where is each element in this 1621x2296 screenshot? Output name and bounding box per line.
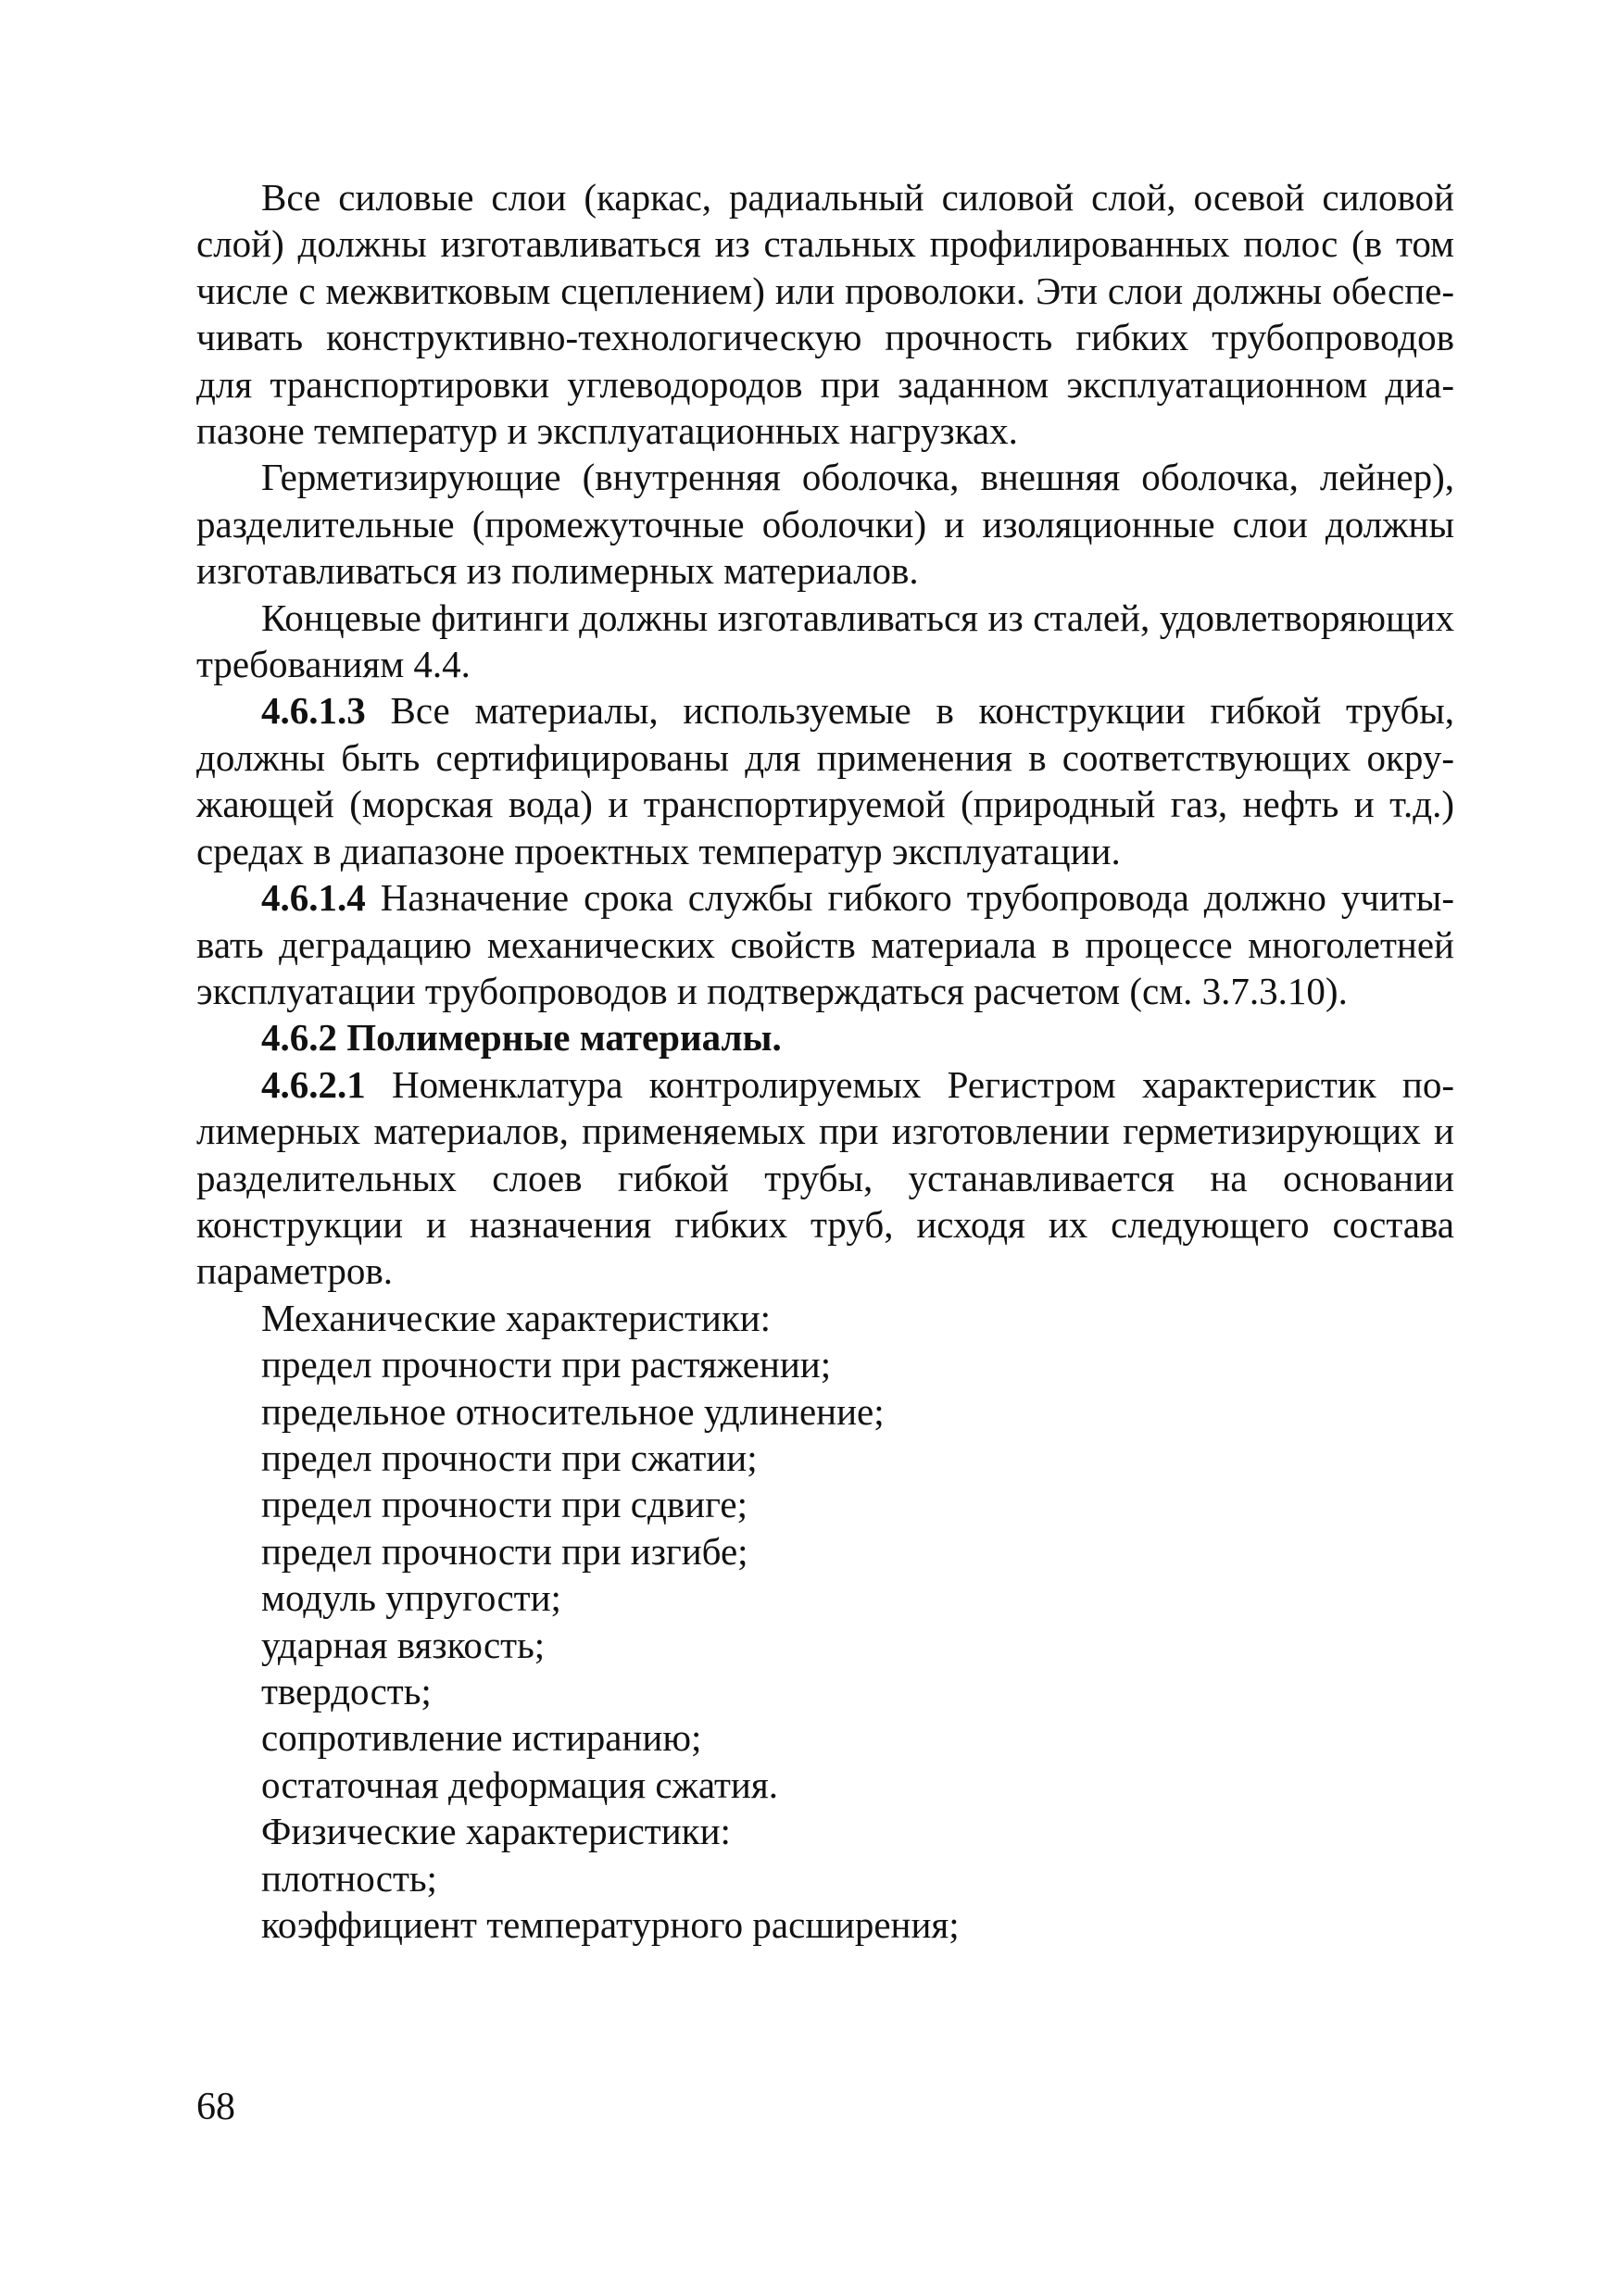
paragraph-sealing-layers (196, 454, 1454, 594)
paragraph-end-fittings (196, 595, 1454, 688)
clause-number: 4.6.2.1 (261, 1062, 366, 1106)
list-item: ударная вязкость; (261, 1623, 546, 1666)
body-text (196, 174, 1454, 1948)
paragraph-text: Все материалы, используемые в конструкции гибкой трубы, должны быть сертифицированы для применения в соответствующих окружающей (морская вода) и транспортируемой (природный газ, нефть и т.д.) средах в диапазоне проектных температур эксплуатации. (196, 689, 1454, 872)
paragraph-text: Все силовые слои (каркас, радиальный силовой слой, осевой силовой слой) должны изготавливаться из стальных профилированных полос (в том числе с межвитковым сцеплением) или проволоки. Эти слои должны обеспечивать конструктивно-технологическую прочность гибких трубопроводов для транспортировки углеводородов при заданном эксплуатационном диапазоне температур и эксплуатационных нагрузках. (196, 176, 1454, 453)
paragraph-text: Назначение срока службы гибкого трубопровода должно учитывать деградацию механических свойств материала в процессе многолетней эксплуатации трубопроводов и подтверждаться расчетом (см. 3.7.3.10). (196, 876, 1454, 1012)
list-item: модуль упругости; (261, 1576, 561, 1620)
clause-number: 4.6.1.3 (261, 689, 366, 733)
clause-number: 4.6.1.4 (261, 876, 366, 920)
paragraph-text: Номенклатура контролируемых Регистром характеристик полимерных материалов, применяемых при изготовлении герметизирующих и разделительных слоев гибкой трубы, устанавливается на основании конструкции и назначения гибких труб, исходя их следующего состава параметров. (196, 1062, 1454, 1293)
paragraph-text: Концевые фитинги должны изготавливаться из сталей, удовлетворяющих требованиям 4.4. (196, 596, 1454, 686)
paragraph-4614 (196, 874, 1454, 1014)
list-item: остаточная деформация сжатия. (261, 1763, 778, 1806)
list-item: предел прочности при растяжении; (261, 1343, 832, 1386)
list-item: предельное относительное удлинение; (261, 1389, 885, 1433)
characteristics-list (196, 1295, 1454, 1949)
paragraph-text: Герметизирующие (внутренняя оболочка, внешняя оболочка, лейнер), разделительные (промежуточные оболочки) и изоляционные слои должны изготавливаться из полимерных материалов. (196, 456, 1454, 593)
paragraph-load-layers (196, 174, 1454, 454)
list-item: предел прочности при сжатии; (261, 1436, 758, 1479)
list-item: предел прочности при изгибе; (261, 1529, 748, 1573)
list-item: предел прочности при сдвиге; (261, 1483, 748, 1526)
list-item: плотность; (261, 1856, 437, 1900)
page-number: 68 (196, 2086, 235, 2128)
paragraph-4613 (196, 687, 1454, 874)
list-item: коэффициент температурного расширения; (261, 1903, 960, 1947)
list-item: Механические характеристики: (261, 1296, 772, 1339)
list-item: твердость; (261, 1670, 432, 1713)
list-item: Физические характеристики: (261, 1810, 731, 1853)
list-item: сопротивление истиранию; (261, 1716, 702, 1760)
paragraph-4621 (196, 1061, 1454, 1295)
section-heading: 4.6.2 Полимерные материалы. (261, 1016, 782, 1060)
